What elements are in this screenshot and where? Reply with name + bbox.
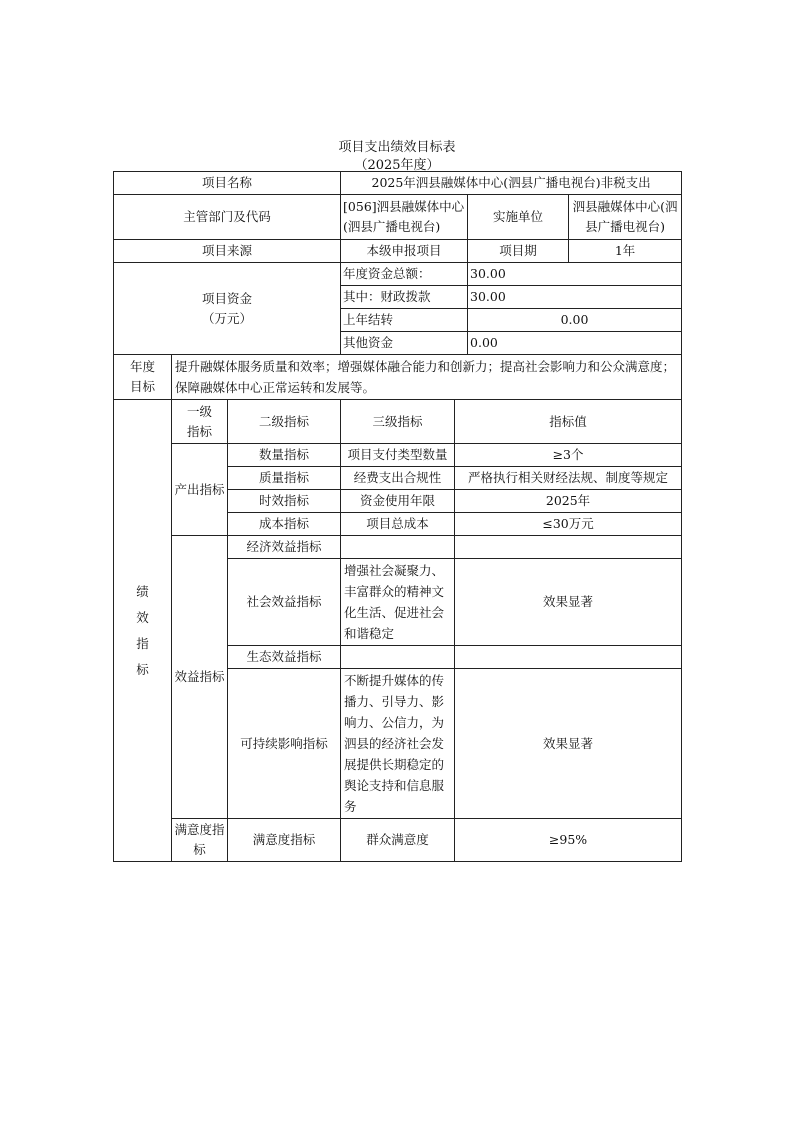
benefit-l3 bbox=[341, 646, 455, 669]
output-l2: 数量指标 bbox=[228, 444, 341, 467]
funds-label-line2: （万元） bbox=[202, 310, 253, 326]
funds-fiscal-value: 30.00 bbox=[468, 286, 682, 309]
output-l3: 资金使用年限 bbox=[341, 490, 455, 513]
benefit-value: 效果显著 bbox=[455, 559, 682, 646]
dept-label: 主管部门及代码 bbox=[114, 195, 341, 240]
output-value: ≥3个 bbox=[455, 444, 682, 467]
performance-char: 效 bbox=[136, 609, 149, 625]
header-level1 bbox=[172, 400, 228, 444]
goal-label-line1: 年度 bbox=[129, 359, 155, 374]
funds-carryover-value: 0.00 bbox=[468, 309, 682, 332]
source-label: 项目来源 bbox=[114, 240, 341, 263]
benefit-l3: 增强社会凝聚力、丰富群众的精神文化生活、促进社会和谐稳定 bbox=[341, 559, 455, 646]
period-value: 1年 bbox=[569, 240, 682, 263]
output-l3: 项目总成本 bbox=[341, 513, 455, 536]
page-subtitle: （2025年度） bbox=[354, 158, 440, 173]
funds-label bbox=[114, 263, 341, 355]
funds-total-label: 年度资金总额： bbox=[341, 263, 468, 286]
performance-char: 绩 bbox=[136, 583, 149, 599]
satisfaction-l3: 群众满意度 bbox=[341, 819, 455, 862]
row-funds-total bbox=[114, 263, 682, 286]
table-row bbox=[114, 536, 682, 559]
performance-char: 标 bbox=[136, 661, 149, 677]
row-department bbox=[114, 195, 682, 240]
benefit-l2: 社会效益指标 bbox=[228, 559, 341, 646]
output-l2: 成本指标 bbox=[228, 513, 341, 536]
period-label: 项目期 bbox=[468, 240, 569, 263]
header-level3: 三级指标 bbox=[341, 400, 455, 444]
table-row bbox=[114, 444, 682, 467]
row-project-name bbox=[114, 172, 682, 195]
output-l3: 经费支出合规性 bbox=[341, 467, 455, 490]
benefit-value: 效果显著 bbox=[455, 669, 682, 819]
output-l2: 时效指标 bbox=[228, 490, 341, 513]
benefit-l2: 可持续影响指标 bbox=[228, 669, 341, 819]
benefit-label: 效益指标 bbox=[172, 536, 228, 819]
goal-label bbox=[114, 355, 172, 400]
funds-other-label: 其他资金 bbox=[341, 332, 468, 355]
benefit-l3 bbox=[341, 536, 455, 559]
impl-unit-value: 泗县融媒体中心(泗县广播电视台) bbox=[569, 195, 682, 240]
output-label: 产出指标 bbox=[172, 444, 228, 536]
benefit-l3: 不断提升媒体的传播力、引导力、影响力、公信力，为泗县的经济社会发展提供长期稳定的舆论支持和信息服务 bbox=[341, 669, 455, 819]
header-level1-line2: 指标 bbox=[186, 423, 212, 439]
benefit-l2: 生态效益指标 bbox=[228, 646, 341, 669]
row-source bbox=[114, 240, 682, 263]
funds-other-value: 0.00 bbox=[468, 332, 682, 355]
funds-fiscal-label: 其中：财政拨款 bbox=[341, 286, 468, 309]
performance-table bbox=[113, 171, 682, 862]
source-value: 本级申报项目 bbox=[341, 240, 468, 263]
header-level1-line1: 一级 bbox=[186, 403, 212, 419]
benefit-l2: 经济效益指标 bbox=[228, 536, 341, 559]
output-value: ≤30万元 bbox=[455, 513, 682, 536]
output-l3: 项目支付类型数量 bbox=[341, 444, 455, 467]
goal-text: 提升融媒体服务质量和效率；增强媒体融合能力和创新力；提高社会影响力和公众满意度；保障融媒体中心正常运转和发展等。 bbox=[172, 355, 682, 400]
table-row bbox=[114, 819, 682, 862]
row-indicator-headers bbox=[114, 400, 682, 444]
funds-label-line1: 项目资金 bbox=[202, 290, 253, 306]
page-title: 项目支出绩效目标表 bbox=[338, 140, 456, 155]
row-annual-goal bbox=[114, 355, 682, 400]
satisfaction-label: 满意度指标 bbox=[172, 819, 228, 862]
funds-total-value: 30.00 bbox=[468, 263, 682, 286]
funds-carryover-label: 上年结转 bbox=[341, 309, 468, 332]
goal-label-line2: 目标 bbox=[129, 379, 155, 394]
benefit-value bbox=[455, 646, 682, 669]
performance-char: 指 bbox=[136, 635, 149, 651]
performance-label bbox=[114, 400, 172, 862]
header-level2: 二级指标 bbox=[228, 400, 341, 444]
benefit-value bbox=[455, 536, 682, 559]
impl-unit-label: 实施单位 bbox=[468, 195, 569, 240]
project-name-value: 2025年泗县融媒体中心(泗县广播电视台)非税支出 bbox=[341, 172, 682, 195]
output-value: 2025年 bbox=[455, 490, 682, 513]
header-value: 指标值 bbox=[455, 400, 682, 444]
project-name-label: 项目名称 bbox=[114, 172, 341, 195]
dept-value: [056]泗县融媒体中心(泗县广播电视台) bbox=[341, 195, 468, 240]
output-l2: 质量指标 bbox=[228, 467, 341, 490]
satisfaction-value: ≥95% bbox=[455, 819, 682, 862]
satisfaction-l2: 满意度指标 bbox=[228, 819, 341, 862]
output-value: 严格执行相关财经法规、制度等规定 bbox=[455, 467, 682, 490]
